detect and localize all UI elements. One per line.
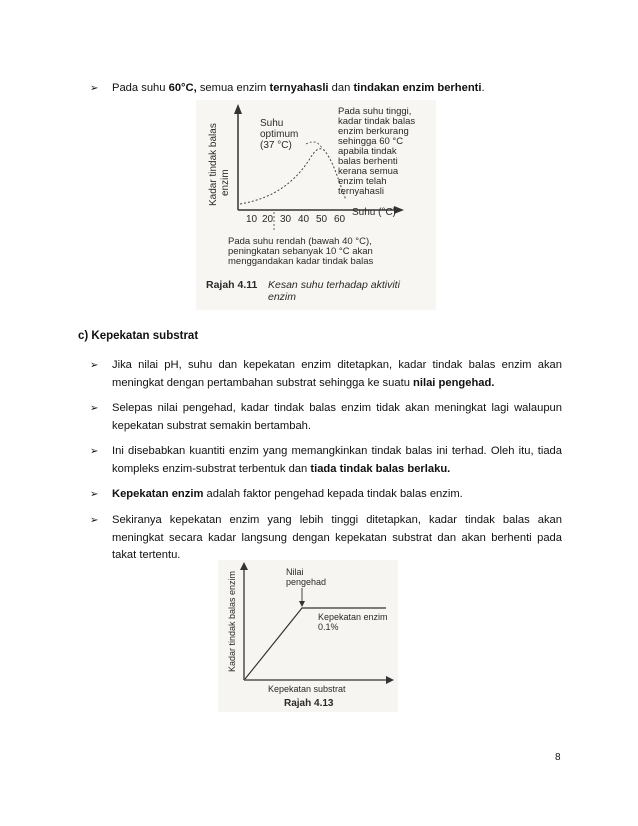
bullet-3: ➢ Ini disebabkan kuantiti enzim yang memangkinkan tindak balas ini terhad. Oleh itu, tiada kompleks enzim-substrat terbentuk dan tiada tindak balas berlaku.	[90, 445, 562, 475]
arrow-bullet-icon: ➢	[90, 403, 99, 414]
caption-number: Rajah 4.11	[206, 279, 258, 291]
bullet-temperature-60	[92, 80, 562, 98]
optimum-label-1: Suhu	[260, 118, 284, 129]
bullet-text: Pada suhu 60°C, semua enzim ternyahasli dan tindakan enzim berhenti.	[112, 82, 485, 94]
high-temp-note-8: enzim telah	[338, 176, 387, 187]
high-temp-note-4: sehingga 60 °C	[338, 136, 404, 147]
arrow-bullet-icon: ➢	[90, 489, 99, 500]
low-temp-note-1: Pada suhu rendah (bawah 40 °C),	[228, 236, 372, 247]
low-temp-note-2: peningkatan sebanyak 10 °C akan	[228, 246, 373, 257]
low-temp-note-3: menggandakan kadar tindak balas	[228, 256, 374, 267]
x-tick-40: 40	[298, 214, 310, 225]
y-axis-label-1: Kadar tindak balas	[208, 123, 219, 206]
x-tick-30: 30	[280, 214, 292, 225]
limit-label-1: Nilai	[286, 567, 304, 577]
caption: Rajah 4.13	[284, 698, 334, 709]
x-tick-20: 20	[262, 214, 274, 225]
optimum-label-2: optimum	[260, 129, 299, 140]
arrow-bullet-icon: ➢	[90, 515, 99, 526]
limit-label-2: pengehad	[286, 577, 327, 587]
high-temp-note-5: apabila tindak	[338, 146, 397, 157]
x-tick-50: 50	[316, 214, 328, 225]
high-temp-note-9: ternyahasli	[338, 186, 384, 197]
y-axis-label: Kadar tindak balas enzim	[227, 570, 237, 672]
high-temp-note-3: enzim berkurang	[338, 126, 409, 137]
x-axis-label: Suhu (°C)	[352, 207, 397, 218]
enzyme-label-2: 0.1%	[318, 622, 339, 632]
page-number: 8	[555, 752, 561, 763]
high-temp-note-6: balas berhenti	[338, 156, 398, 167]
bullet-4: ➢ Kepekatan enzim adalah faktor pengehad kepada tindak balas enzim.	[92, 486, 562, 504]
section-title: c) Kepekatan substrat	[78, 330, 199, 342]
x-tick-60: 60	[334, 214, 346, 225]
high-temp-note-7: kerana semua	[338, 166, 399, 177]
figure-4-13	[218, 560, 398, 712]
x-axis-label: Kepekatan substrat	[268, 684, 346, 694]
bullet-5: ➢ Sekiranya kepekatan enzim yang lebih tinggi ditetapkan, kadar tindak balas akan meningkat secara kadar langsung dengan kepekatan substrat dan akan berhenti pada takat tertentu.	[90, 514, 562, 561]
arrow-bullet-icon: ➢	[90, 83, 99, 94]
arrow-bullet-icon: ➢	[90, 446, 99, 457]
caption-text-1: Kesan suhu terhadap aktiviti	[268, 279, 400, 291]
figure-4-11	[196, 100, 436, 310]
bullet-2: ➢ Selepas nilai pengehad, kadar tindak balas enzim tidak akan meningkat lagi walaupun kepekatan substrat semakin bertambah.	[90, 402, 562, 432]
high-temp-note-1: Pada suhu tinggi,	[338, 106, 412, 117]
caption-text-2: enzim	[268, 291, 297, 303]
high-temp-note-2: kadar tindak balas	[338, 116, 416, 127]
enzyme-label-1: Kepekatan enzim	[318, 612, 388, 622]
bullet-1: ➢ Jika nilai pH, suhu dan kepekatan enzim ditetapkan, kadar tindak balas enzim akan meningkat dengan pertambahan substrat sehingga ke suatu nilai pengehad.	[90, 359, 562, 389]
x-tick-10: 10	[246, 214, 258, 225]
y-axis-label-2: enzim	[220, 169, 231, 196]
arrow-bullet-icon: ➢	[90, 360, 99, 371]
optimum-label-3: (37 °C)	[260, 140, 292, 151]
